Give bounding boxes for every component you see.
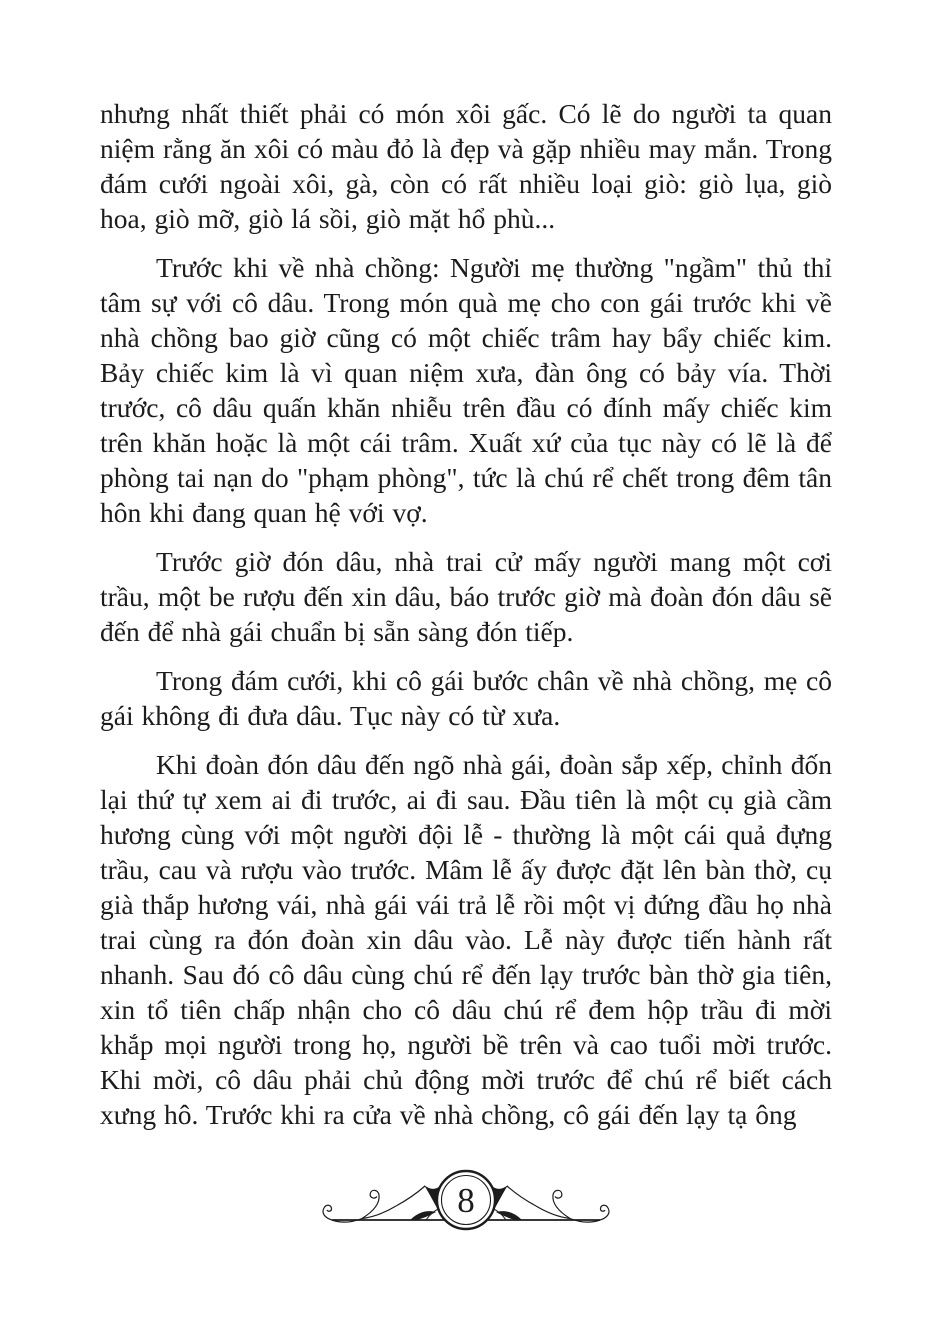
page-footer-ornament (316, 1160, 616, 1250)
paragraph: nhưng nhất thiết phải có món xôi gấc. Có lẽ do người ta quan niệm rằng ăn xôi có màu đỏ là đẹp và gặp nhiều may mắn. Trong đám cưới ngoài xôi, gà, còn có rất nhiều loại giò: giò lụa, giò hoa, giò mỡ, giò lá sồi, giò mặt hổ phù... (100, 98, 832, 234)
page-number: 8 (456, 1181, 475, 1220)
paragraph: Trong đám cưới, khi cô gái bước chân về nhà chồng, mẹ cô gái không đi đưa dâu. Tục này có từ xưa. (100, 665, 832, 731)
page-text-block (100, 96, 832, 1146)
paragraph: Khi đoàn đón dâu đến ngõ nhà gái, đoàn sắp xếp, chỉnh đốn lại thứ tự xem ai đi trước, ai đi sau. Đầu tiên là một cụ già cầm hương cùng với một người đội lễ - thường là một cái quả đựng trầu, cau và rượu vào trước. Mâm lễ ấy được đặt lên bàn thờ, cụ già thắp hương vái, nhà gái vái trả lễ rồi một vị đứng đầu họ nhà trai cùng ra đón đoàn xin dâu vào. Lễ này được tiến hành rất nhanh. Sau đó cô dâu cùng chú rể đến lạy trước bàn thờ gia tiên, xin tổ tiên chấp nhận cho cô dâu chú rể đem hộp trầu đi mời khắp mọi người trong họ, người bề trên và cao tuổi mời trước. Khi mời, cô dâu phải chủ động mời trước để chú rể biết cách xưng hô. Trước khi ra cửa về nhà chồng, cô gái đến lạy tạ ông (100, 749, 832, 1130)
paragraph: Trước giờ đón dâu, nhà trai cử mấy người mang một cơi trầu, một be rượu đến xin dâu, báo trước giờ mà đoàn đón dâu sẽ đến để nhà gái chuẩn bị sẵn sàng đón tiếp. (100, 546, 832, 647)
ornament-divider-icon (316, 1160, 616, 1250)
paragraph: Trước khi về nhà chồng: Người mẹ thường "ngầm" thủ thỉ tâm sự với cô dâu. Trong món quà mẹ cho con gái trước khi về nhà chồng bao giờ cũng có một chiếc trâm hay bẩy chiếc kim. Bảy chiếc kim là vì quan niệm xưa, đàn ông có bảy vía. Thời trước, cô dâu quấn khăn nhiễu trên đầu có đính mấy chiếc kim trên khăn hoặc là một cái trâm. Xuất xứ của tục này có lẽ là để phòng tai nạn do "phạm phòng", tức là chú rể chết trong đêm tân hôn khi đang quan hệ với vợ. (100, 252, 832, 528)
